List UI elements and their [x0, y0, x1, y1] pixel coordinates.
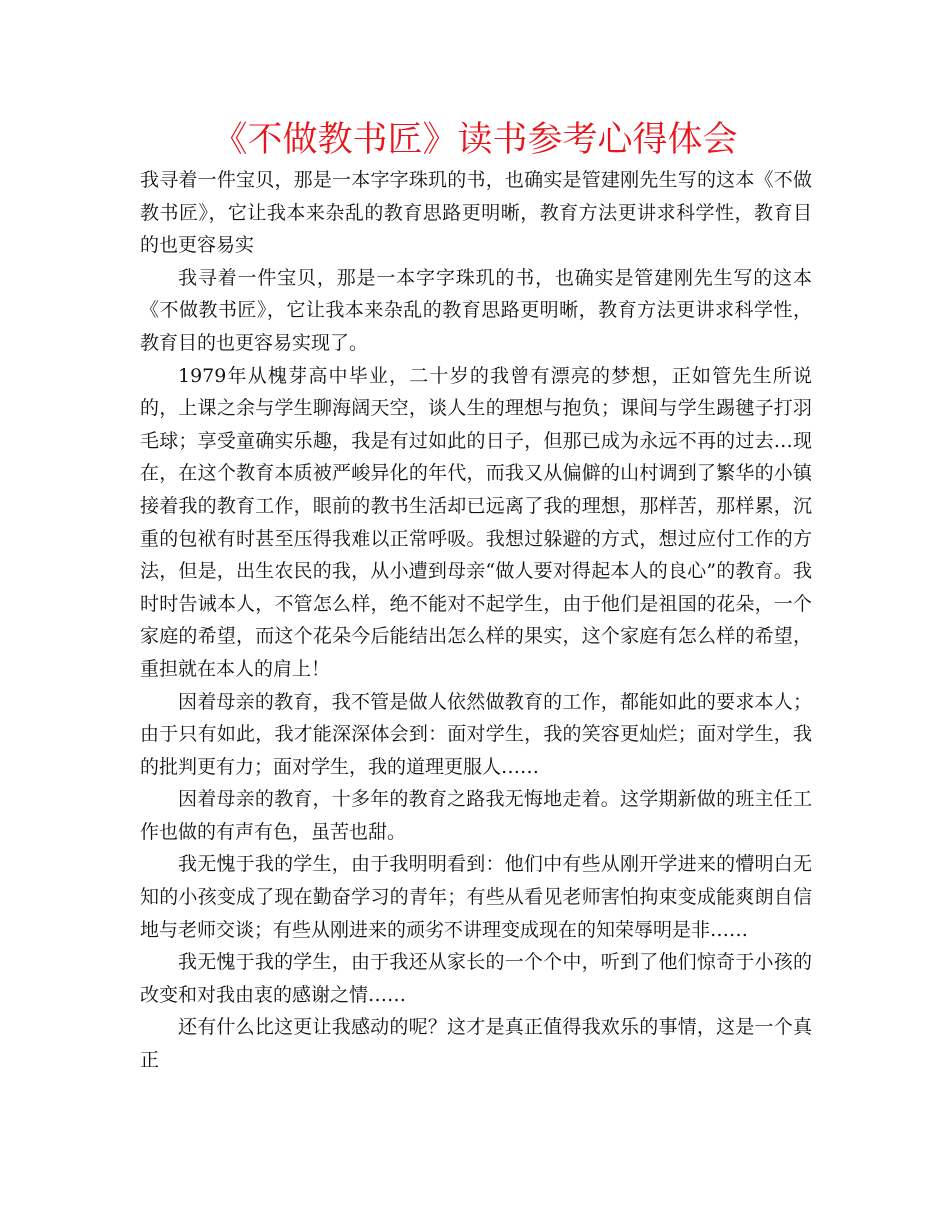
paragraph: 因着母亲的教育，我不管是做人依然做教育的工作，都能如此的要求本人；由于只有如此，我才能深深体会到：面对学生，我的笑容更灿烂；面对学生，我的批判更有力；面对学生，我的道理更服人…… — [140, 690, 812, 778]
paragraph: 我无愧于我的学生，由于我明明看到：他们中有些从刚开学进来的懵明白无知的小孩变成了现在勤奋学习的青年；有些从看见老师害怕拘束变成能爽朗自信地与老师交谈；有些从刚进来的顽劣不讲理变成现在的知荣辱明是非…… — [140, 853, 812, 941]
paragraph: 还有什么比这更让我感动的呢？这才是真正值得我欢乐的事情，这是一个真正 — [140, 1016, 812, 1072]
paragraph: 我寻着一件宝贝，那是一本字字珠玑的书，也确实是管建刚先生写的这本《不做教书匠》，它让我本来杂乱的教育思路更明晰，教育方法更讲求科学性，教育目的也更容易实现了。 — [140, 266, 812, 354]
paragraph: 我无愧于我的学生，由于我还从家长的一个个中，听到了他们惊奇于小孩的改变和对我由衷的感谢之情…… — [140, 951, 812, 1006]
document-body — [140, 164, 812, 1077]
paragraph: 1979年从槐芽高中毕业，二十岁的我曾有漂亮的梦想，正如管先生所说的，上课之余与学生聊海阔天空，谈人生的理想与抱负；课间与学生踢毽子打羽毛球；享受童确实乐趣，我是有过如此的日子，但那已成为永远不再的过去…现在，在这个教育本质被严峻异化的年代，而我又从偏僻的山村调到了繁华的小镇接着我的教育工作，眼前的教书生活却已远离了我的理想，那样苦，那样累，沉重的包袱有时甚至压得我难以正常呼吸。我想过躲避的方式，想过应付工作的方法，但是，出生农民的我，从小遭到母亲“做人要对得起本人的良心”的教育。我时时告诫本人，不管怎么样，绝不能对不起学生，由于他们是祖国的花朵，一个家庭的希望，而这个花朵今后能结出怎么样的果实，这个家庭有怎么样的希望，重担就在本人的肩上！ — [140, 364, 812, 680]
document-title: 《不做教书匠》读书参考心得体会 — [212, 120, 738, 160]
paragraph: 因着母亲的教育，十多年的教育之路我无悔地走着。这学期新做的班主任工作也做的有声有色，虽苦也甜。 — [140, 788, 812, 843]
paragraph: 我寻着一件宝贝，那是一本字字珠玑的书，也确实是管建刚先生写的这本《不做教书匠》，它让我本来杂乱的教育思路更明晰，教育方法更讲求科学性，教育目的也更容易实 — [140, 169, 812, 257]
